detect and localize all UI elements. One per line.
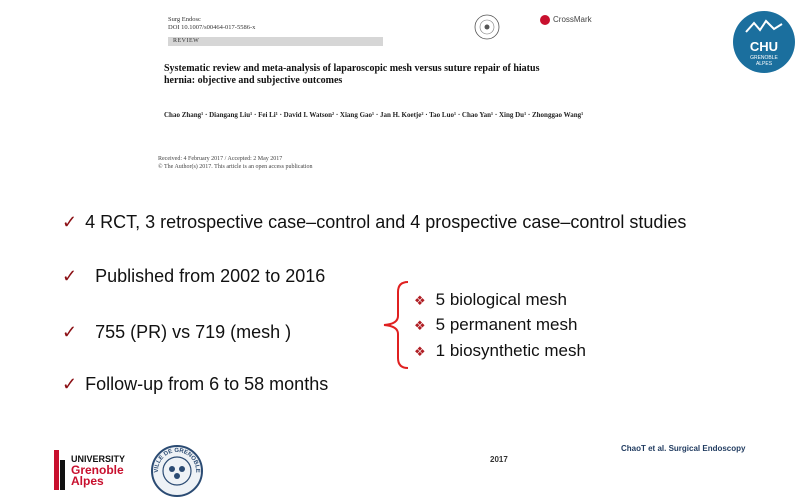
- diamond-bullet-icon: ❖: [414, 344, 426, 359]
- crossmark-badge: [540, 15, 592, 25]
- bullet-patients: [62, 322, 291, 343]
- section-bar: [168, 37, 383, 46]
- bullet-text: 755 (PR) vs 719 (mesh ): [95, 322, 292, 342]
- received-line: Received: 4 February 2017 / Accepted: 2 May 2017: [158, 156, 283, 162]
- university-logo-line: Grenoble: [71, 463, 124, 477]
- bullet-followup: [62, 374, 328, 395]
- bullet-studies: [62, 212, 686, 233]
- bullet-published: [62, 266, 325, 287]
- paper-title: Systematic review and meta-analysis of laparoscopic mesh versus suture repair of hiatus hernia: objective and subjective outcomes: [164, 63, 540, 86]
- ville-logo-text: VILLE DE GRENOBLE: [153, 447, 201, 473]
- paper-dates: [158, 155, 312, 171]
- bullet-text: 4 RCT, 3 retrospective case–control and 4 prospective case–control studies: [85, 212, 687, 232]
- doi: DOI 10.1007/s00464-017-5586-x: [168, 24, 256, 31]
- bullet-text: Follow-up from 6 to 58 months: [85, 374, 329, 394]
- ville-de-grenoble-logo: [146, 444, 208, 498]
- checkmark-icon: ✓: [62, 322, 78, 342]
- university-logo-line: Alpes: [71, 474, 104, 488]
- chu-grenoble-logo: [732, 10, 796, 74]
- chu-logo-text: CHU: [749, 39, 779, 54]
- copyright-line: © The Author(s) 2017. This article is an open access publication: [158, 164, 313, 170]
- sub-bullet-text: 5 permanent mesh: [435, 315, 578, 334]
- chu-logo-subtext-2: ALPES: [755, 61, 773, 67]
- sub-bullet-permanent: [414, 315, 577, 335]
- surgical-endoscopy-logo: [470, 12, 504, 42]
- sub-bullet-text: 1 biosynthetic mesh: [435, 341, 586, 360]
- crossmark-label: CrossMark: [553, 15, 592, 25]
- diamond-bullet-icon: ❖: [414, 318, 426, 333]
- footer-citation: ChaoT et al. Surgical Endoscopy: [621, 444, 746, 453]
- crossmark-icon: [540, 15, 550, 25]
- university-mark-icon: [54, 450, 66, 490]
- checkmark-icon: ✓: [62, 266, 78, 286]
- paper-authors: Chao Zhang¹ · Diangang Liu¹ · Fei Li¹ · David I. Watson² · Xiang Gao¹ · Jan H. Koetje² · Tao Luo¹ · Chao Yan¹ · Xing Du¹ · Zhonggao Wang¹: [164, 111, 584, 119]
- paper-preview: [158, 10, 620, 175]
- university-grenoble-alpes-logo: [54, 448, 139, 496]
- curly-brace: [380, 280, 410, 370]
- sub-bullet-text: 5 biological mesh: [435, 290, 568, 309]
- footer-year: 2017: [490, 455, 508, 464]
- university-logo-line: UNIVERSITY: [71, 454, 126, 464]
- checkmark-icon: ✓: [62, 374, 78, 394]
- chu-logo-subtext-1: GRENOBLE: [750, 55, 778, 61]
- university-logo-text: [71, 454, 125, 487]
- journal-name: Surg Endosc: [168, 16, 201, 23]
- bullet-text: Published from 2002 to 2016: [95, 266, 326, 286]
- sub-bullet-biosynthetic: [414, 341, 586, 361]
- diamond-bullet-icon: ❖: [414, 293, 426, 308]
- checkmark-icon: ✓: [62, 212, 78, 232]
- sub-bullet-biological: [414, 290, 567, 310]
- section-label: REVIEW: [173, 38, 200, 44]
